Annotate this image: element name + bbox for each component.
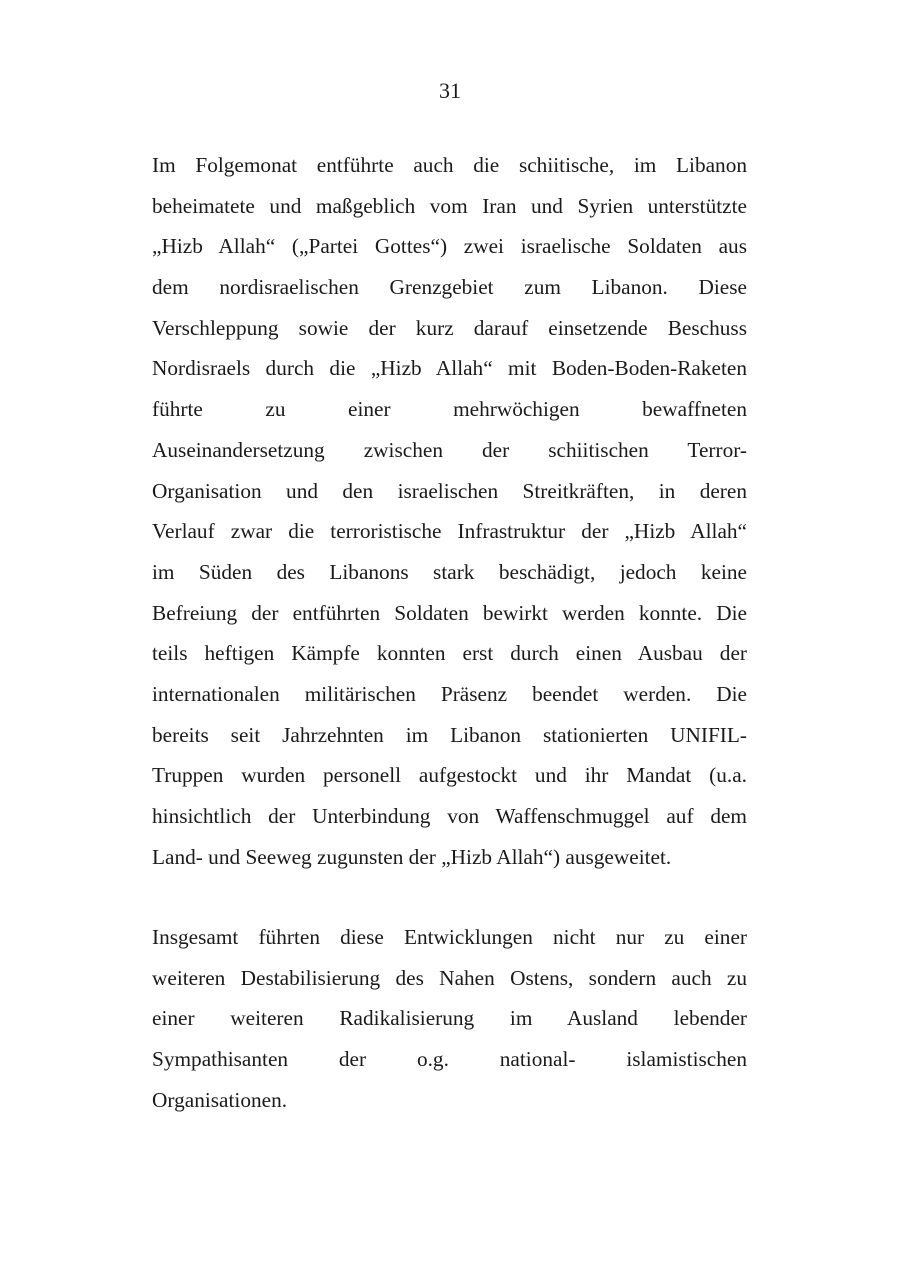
text-line: dem nordisraelischen Grenzgebiet zum Libanon. Diese	[152, 275, 747, 300]
text-line: hinsichtlich der Unterbindung von Waffenschmuggel auf dem	[152, 804, 747, 828]
paragraph	[152, 917, 747, 1120]
text-line: Befreiung der entführten Soldaten bewirkt werden konnte. Die	[152, 600, 747, 625]
text-line: weiteren Destabilisierung des Nahen Ostens, sondern auch zu	[152, 965, 747, 990]
text-line: Verschleppung sowie der kurz darauf einsetzende Beschuss	[152, 315, 747, 340]
text-line: Im Folgemonat entführte auch die schiitische, im Libanon	[152, 153, 747, 177]
text-line: führte zu einer mehrwöchigen bewaffneten	[152, 397, 747, 422]
text-line: Land- und Seeweg zugunsten der „Hizb Allah“) ausgeweitet.	[152, 844, 672, 869]
text-line: im Süden des Libanons stark beschädigt, jedoch keine	[152, 559, 747, 584]
text-line: Nordisraels durch die „Hizb Allah“ mit Boden-Boden-Raketen	[152, 356, 747, 381]
text-line: Truppen wurden personell aufgestockt und ihr Mandat (u.a.	[152, 763, 747, 788]
text-line: einer weiteren Radikalisierung im Ausland lebender	[152, 1006, 747, 1031]
text-line: teils heftigen Kämpfe konnten erst durch einen Ausbau der	[152, 641, 747, 666]
paragraph	[152, 145, 747, 877]
text-line: Organisationen.	[152, 1087, 288, 1112]
text-line: Organisation und den israelischen Streitkräften, in deren	[152, 478, 747, 503]
text-line: Sympathisanten der o.g. national- islamistischen	[152, 1047, 747, 1072]
text-line: Auseinandersetzung zwischen der schiitischen Terror-	[152, 437, 747, 462]
text-line: Verlauf zwar die terroristische Infrastruktur der „Hizb Allah“	[152, 519, 747, 544]
text-line: „Hizb Allah“ („Partei Gottes“) zwei israelische Soldaten aus	[152, 234, 747, 259]
page-number: 31	[439, 78, 461, 103]
text-line: Insgesamt führten diese Entwicklungen nicht nur zu einer	[152, 925, 747, 949]
text-line: bereits seit Jahrzehnten im Libanon stationierten UNIFIL-	[152, 722, 747, 747]
text-line: internationalen militärischen Präsenz beendet werden. Die	[152, 681, 747, 706]
text-line: beheimatete und maßgeblich vom Iran und Syrien unterstützte	[152, 193, 747, 218]
